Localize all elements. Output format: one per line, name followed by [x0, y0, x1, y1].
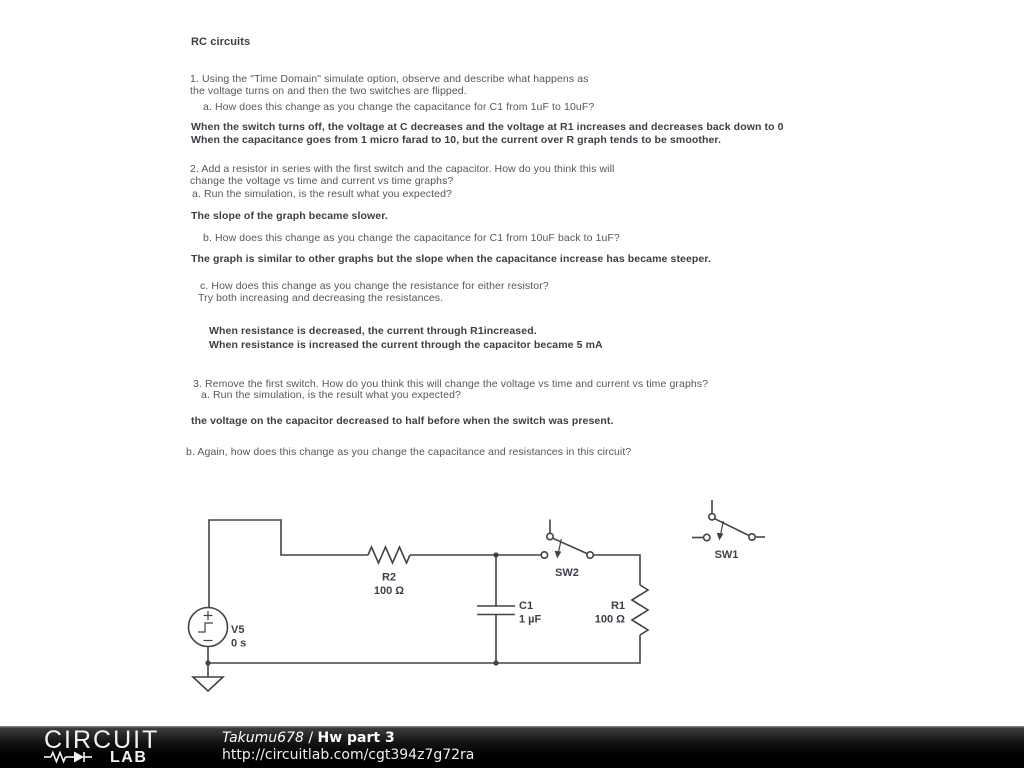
question-2c-line-1: c. How does this change as you change the resistance for either resistor? — [200, 280, 549, 292]
question-2-line-2: change the voltage vs time and current vs time graphs? — [190, 175, 454, 187]
question-3b: b. Again, how does this change as you change the capacitance and resistances in this circuit? — [186, 446, 632, 458]
sw2-ref-label: SW2 — [555, 567, 579, 579]
circuit-url[interactable]: http://circuitlab.com/cgt394z7g72ra — [222, 747, 475, 763]
question-1-line-2: the voltage turns on and then the two switches are flipped. — [190, 85, 467, 97]
byline-separator: / — [303, 730, 318, 746]
voltage-source-v5 — [189, 608, 228, 647]
r1-value-label: 100 Ω — [594, 613, 625, 626]
question-2b: b. How does this change as you change the capacitance for C1 from 10uF back to 1uF? — [203, 232, 620, 244]
c1-ref-label: C1 — [519, 600, 534, 612]
c1-value-label: 1 µF — [519, 613, 542, 626]
question-3a: a. Run the simulation, is the result what you expected? — [201, 389, 461, 401]
answer-2a: The slope of the graph became slower. — [191, 210, 388, 222]
wire — [209, 520, 368, 608]
switch-sw2 — [541, 520, 593, 559]
answer-2c-line-2: When resistance is increased the current through the capacitor became 5 mA — [209, 339, 603, 351]
question-2a: a. Run the simulation, is the result what you expected? — [192, 188, 452, 200]
v5-ref-label: V5 — [231, 624, 245, 636]
switch-sw1 — [692, 500, 765, 541]
question-3-line-1: 3. Remove the first switch. How do you think this will change the voltage vs time and current vs time graphs? — [193, 378, 709, 390]
r2-ref-label: R2 — [381, 571, 397, 584]
wire — [208, 635, 640, 663]
page-title: RC circuits — [191, 36, 251, 48]
junction-dot — [493, 552, 498, 557]
question-1a: a. How does this change as you change the capacitance for C1 from 1uF to 10uF? — [203, 101, 595, 113]
r1-ref-label: R1 — [610, 600, 625, 612]
junction-dot — [205, 660, 210, 665]
question-1-line-1: 1. Using the "Time Domain" simulate option, observe and describe what happens as — [190, 73, 589, 85]
answer-2c-line-1: When resistance is decreased, the current through R1increased. — [209, 325, 537, 337]
wire — [593, 555, 640, 585]
answer-1-line-2: When the capacitance goes from 1 micro farad to 10, but the current over R graph tends to be smoother. — [191, 134, 722, 146]
circuitlab-logo[interactable] — [44, 725, 190, 766]
circuit-schematic[interactable] — [180, 495, 780, 710]
v5-value-label: 0 s — [231, 637, 247, 650]
question-2c-line-2: Try both increasing and decreasing the resistances. — [198, 292, 444, 304]
sw1-ref-label: SW1 — [714, 549, 739, 561]
junction-dot — [493, 660, 498, 665]
capacitor-c1 — [477, 606, 515, 615]
answer-3a: the voltage on the capacitor decreased to half before when the switch was present. — [191, 415, 614, 427]
answer-2b: The graph is similar to other graphs but the slope when the capacitance increase has became steeper. — [191, 253, 711, 265]
r2-value-label: 100 Ω — [373, 585, 405, 597]
logo-word-circuit: CIRCUIT — [44, 725, 160, 754]
ground-symbol — [193, 677, 223, 691]
author-name[interactable]: Takumu678 — [222, 730, 304, 746]
question-2-line-1: 2. Add a resistor in series with the first switch and the capacitor. How do you think this will — [190, 163, 615, 175]
resistor-diode-icon — [44, 750, 110, 764]
circuit-byline — [222, 730, 474, 747]
circuitlab-footer-bar — [0, 726, 1024, 768]
resistor-r2 — [368, 547, 410, 563]
logo-word-lab: LAB — [110, 748, 148, 766]
resistor-r1 — [632, 585, 648, 635]
answer-1-line-1: When the switch turns off, the voltage at C decreases and the voltage at R1 increases and decreases back down to 0 — [191, 121, 784, 133]
circuit-title[interactable]: Hw part 3 — [317, 730, 395, 746]
